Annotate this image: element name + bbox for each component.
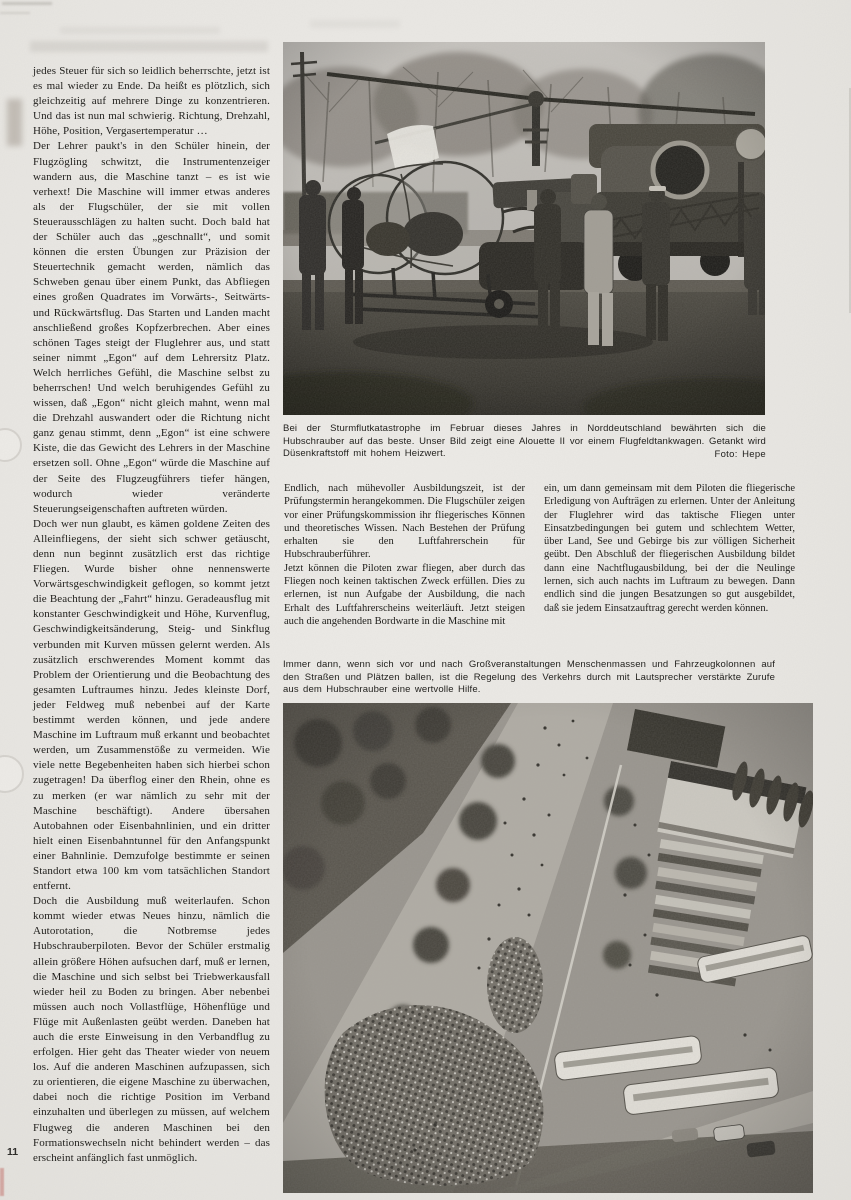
red-edge-mark (0, 1168, 4, 1196)
left-text-column (33, 64, 270, 1166)
top-photo-caption (283, 423, 766, 462)
article-paragraph: Doch die Ausbildung muß weiterlaufen. Schon kommt wieder etwas Neues hinzu, nämlich die Autorotation, die Notbremse jedes Hubschrauberpiloten. Bevor der Schüler erstmalig allein größere Höhen aufsuchen darf, muß er lernen, die Maschine und sich selbst bei Triebwerkausfall wieder heil zu Boden zu bringen. Aber nebenbei müssen auch noch Vollastflüge, Höhenflüge und Flüge mit Außenlasten geübt werden. Daneben hat auch die erste Einweisung in den Verbandflug zu erfolgen. Hier geht das Theater wieder von neuem los. Auf die anderen Maschinen aufzupassen, sich zu orientieren, die eigene Maschine zu überwachen, dabei noch die richtige Position im Verband einzuhalten und überlegen zu müssen, auf welchem Flugweg die anderen Maschinen bei den Formationswechseln nicht behindert werden – das erscheint anfänglich fast unmöglich. (33, 895, 270, 1164)
article-paragraph: Jetzt können die Piloten zwar fliegen, aber durch das Fliegen noch keinen taktischen Zweck erfüllen. Dies zu erlernen, ist nun Aufgabe der Ausbildung, die nach Erhalt des Luftfahrerscheins weiterläuft. Jetzt steigen auch die angehenden Bordwarte in die Maschine mit (284, 562, 525, 627)
helicopter-refueling-photo (283, 42, 765, 415)
scan-smudge (7, 99, 22, 146)
scan-ghost-text (30, 41, 268, 52)
middle-text-column-left (284, 482, 525, 628)
scan-corner-mark (0, 12, 30, 14)
caption-text: Bei der Sturmflutkatastrophe im Februar dieses Jahres in Norddeutschland bewährten sich die Hubschrauber auf das beste. Unser Bild zeigt eine Alouette II vor einem Flugfeldtankwagen. Getankt wird Düsenkraftstoff mit hohem Heizwert. (283, 423, 766, 460)
hole-punch-mark (0, 755, 24, 793)
bottom-photo-caption (283, 659, 775, 697)
scan-ghost-text (310, 20, 400, 28)
hole-punch-mark (0, 428, 22, 462)
caption-text: Immer dann, wenn sich vor und nach Großveranstaltungen Menschenmassen und Fahrzeugkolonnen auf den Straßen und Plätzen ballen, ist die Regelung des Verkehrs durch mit Lautsprecher verstärkte Zurufe aus dem Hubschrauber eine wertvolle Hilfe. (283, 659, 775, 696)
article-paragraph: jedes Steuer für sich so leidlich beherrschte, jetzt ist es mal wieder zu Ende. Da heißt es plötzlich, sich gleichzeitig auf mehrere Dinge zu konzentrieren. Und das ist nun mal schwierig. Richtung, Drehzahl, Höhe, Position, Vergasertemperatur … (33, 65, 270, 138)
aerial-crowd-photo (283, 703, 813, 1193)
article-paragraph: Der Lehrer paukt's in den Schüler hinein, der Flugzögling schwitzt, die Instrumentenzeiger wandern aus, die Maschine tanzt – es ist wie verhext! Die Maschine will immer etwas anderes als der Flugschüler, der sie mit vollen Steuerausschlägen zu halten sucht. Doch bald hat der Schüler auch das „geschnallt“, und somit können die ersten Übungen zur Präzision der Steuertechnik gemacht werden, nämlich das Schweben genau über einem Punkt, das Abfliegen eines großen Quadrates im Vorwärts-, Seitwärts- und Rückwärtsflug. Das Starten und Landen macht anschließend großes Kopfzerbrechen. Aber eines schönen Tages steigt der Fluglehrer aus, und statt seiner nimmt „Egon“ auf dem Lehrersitz Platz. Welch herrliches Gefühl, die Maschine selbst zu beherrschen! Und welch beruhigendes Gefühl zu wissen, daß „Egon“ nicht gleich mahnt, wenn mal die Drehzahl auswandert oder die Richtung nicht ganz genau stimmt, denn „Egon“ ist eine schwere Kiste, die das Gewicht des Lehrers in der Maschine ersetzen soll. Ohne „Egon“ würde die Maschine auf der Seite des Flugzeugführers tiefer hängen, wodurch wieder veränderte Steuerungseigenschaften auftreten würden. (33, 140, 270, 515)
scan-ghost-text (60, 27, 220, 34)
middle-text-column-right (544, 482, 795, 615)
article-paragraph: Endlich, nach mühevoller Ausbildungszeit, ist der Prüfungstermin herangekommen. Die Flugschüler zeigen vor einer Prüfungskommission ihr fliegerisches Können und theoretisches Wissen. Nach Bestehen der Prüfung erhalten sie den Luftfahrerschein für Hubschrauberführer. (284, 483, 525, 561)
photo-credit: Foto: Hepe (714, 449, 766, 461)
article-paragraph: ein, um dann gemeinsam mit dem Piloten die fliegerische Erledigung von Aufträgen zu erlernen. Unter der Anleitung der Fluglehrer wird das taktische Fliegen unter Einsatzbedingungen bei gutem und schlechtem Wetter, über Land, See und Gebirge bis zur völligen Sicherheit geübt. Den Abschluß der fliegerischen Ausbildung bildet dann eine Nachtflugausbildung, bei der die Neulinge lernen, sich auch nachts im Luftraum zu bewegen. Dann endlich sind die jungen Besatzungen so gut ausgebildet, daß sie jedem Einsatzauftrag gerecht werden können. (544, 483, 795, 614)
page-number: 11 (7, 1146, 19, 1158)
article-paragraph: Doch wer nun glaubt, es kämen goldene Zeiten des Alleinfliegens, der sieht sich schwer getäuscht, denn nun beginnt zusätzlich erst das richtige Fliegen. Wurde bisher ohne nennenswerte Vorwärtsgeschwindigkeit geflogen, so kommt jetzt die Beachtung der „Fahrt“ hinzu. Geradeausflug mit konstanter Geschwindigkeit und Höhe, Kurvenflug, Geschwindigkeitsänderung, Steig- und Sinkflug verbunden mit Kurven müssen gelernt werden. Als zusätzlich erschwerendes Moment kommt das Problem der Orientierung und die Beobachtung des gesamten Luftraumes hinzu. Jedes kleinste Dorf, jeder Feldweg muß nebenbei auf der Karte bestimmt werden können, und jede andere Maschine im Luftraum muß erkannt und beobachtet werden, um Zusammenstöße zu vermeiden. Wie viele nette Begebenheiten haben sich hierbei schon zugetragen! Da überflog einer den Rhein, ohne es zu merken (er war nämlich zu sehr mit der Maschine beschäftigt). Andere übersahen Autobahnen oder Eisenbahnlinien, und ein dritter hielt einen Eisenbahntunnel für den Anfangspunkt einer Bahnlinie. Demzufolge bestimmte er seinen Standort etwa 100 km vom tatsächlichen Standort entfernt. (33, 517, 270, 893)
scan-corner-mark (2, 2, 52, 5)
